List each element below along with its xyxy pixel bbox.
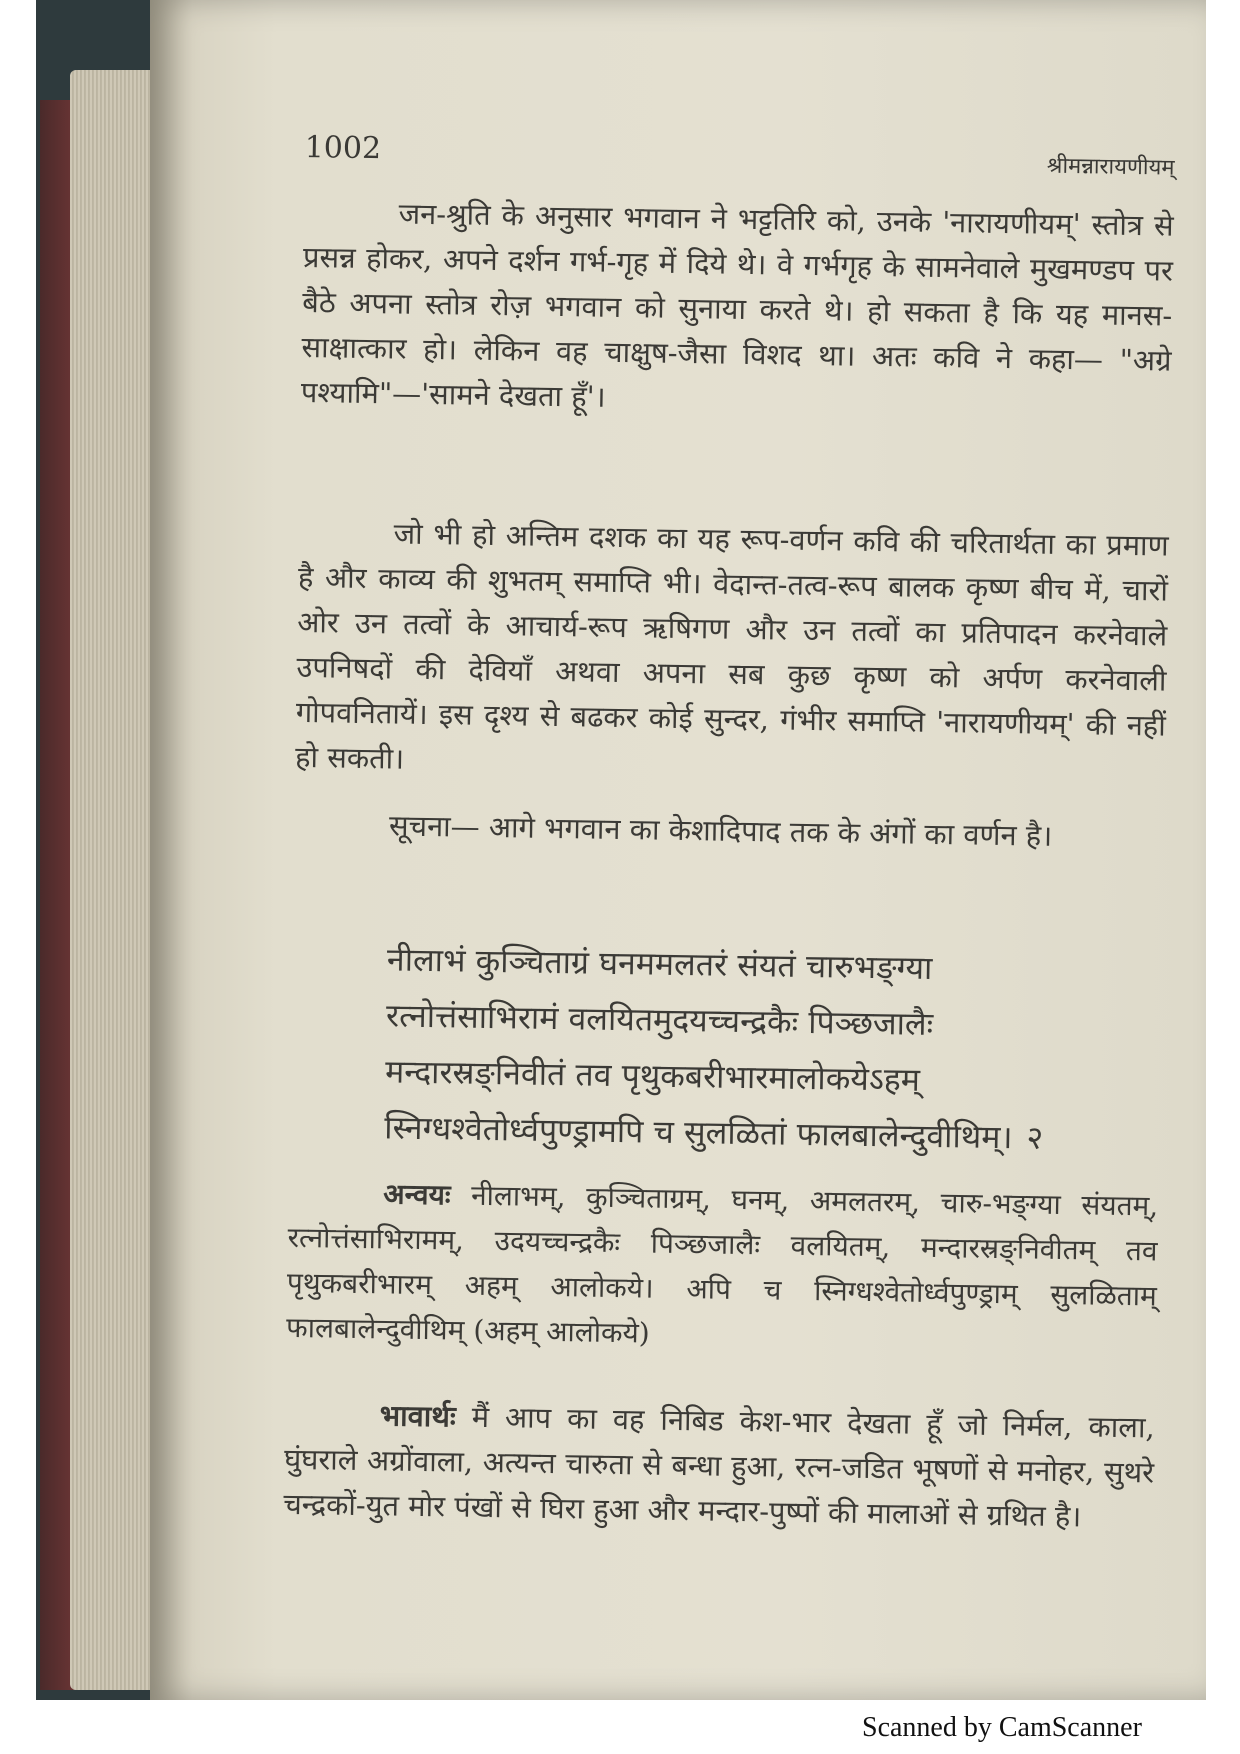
verse-line-2: रत्नोत्तंसाभिरामं वलयितमुदयच्चन्द्रकैः पिञ्छजालैः xyxy=(385,996,934,1043)
running-head: श्रीमन्नारायणीयम् xyxy=(1046,153,1175,181)
verse-line-1: नीलाभं कुञ्चिताग्रं घनममलतरं संयतं चारुभङ्ग्या xyxy=(386,940,933,987)
bhavartha-section xyxy=(283,1392,1155,1541)
verse-line-3: मन्दारस्रङ्निवीतं तव पृथुकबरीभारमालोकयेऽहम् xyxy=(384,1052,921,1099)
bhavartha-label: भावार्थः xyxy=(379,1398,457,1434)
anvaya-label: अन्वयः xyxy=(383,1177,451,1212)
verse-number: २ xyxy=(1026,1118,1044,1157)
paragraph-note: सूचना— आगे भगवान का केशादिपाद तक के अंगों का वर्णन है। xyxy=(388,808,1053,853)
bhavartha-text: मैं आप का वह निबिड केश-भार देखता हूँ जो निर्मल, काला, घुंघराले अग्रोंवाला, अत्यन्त चारुता से बन्धा हुआ, रत्न-जडित भूषणों से मनोहर, सुथरे चन्द्रकों-युत मोर पंखों से घिरा हुआ और मन्दार-पुष्पों की मालाओं से ग्रथित है। xyxy=(283,1399,1155,1534)
anvaya-section xyxy=(286,1170,1159,1364)
paragraph-1: जन-श्रुति के अनुसार भगवान ने भट्टतिरि को, उनके 'नारायणीयम्' स्तोत्र से प्रसन्न होकर, अपने दर्शन गर्भ-गृह में दिये थे। वे गर्भगृह के सामनेवाले मुखमण्डप पर बैठे अपना स्तोत्र रोज़ भगवान को सुनाया करते थे। हो सकता है कि यह मानस-साक्षात्कार हो। लेकिन वह चाक्षुष-जैसा विशद था। अतः कवि ने कहा— "अग्रे पश्यामि"—'सामने देखता हूँ'। xyxy=(300,196,1174,414)
verse-line-4-text: स्निग्धश्वेतोर्ध्वपुण्ड्रामपि च सुलळितां फालबालेन्दुवीथिम्। xyxy=(384,1108,1013,1157)
page-number: 1002 xyxy=(304,130,382,167)
sanskrit-verse xyxy=(384,931,1167,1167)
anvaya-text: नीलाभम्, कुञ्चिताग्रम्, घनम्, अमलतरम्, चारु-भङ्ग्या संयतम्, रत्नोत्तंसाभिरामम्, उदयच्चन्द्रकैः पिञ्छजालैः वलयितम्, मन्दारस्रङ्निवीतम् तव पृथुकबरीभारम् अहम् आलोकये। अपि च स्निग्धश्वेतोर्ध्वपुण्ड्राम् सुलळिताम् फालबालेन्दुवीथिम् (अहम् आलोकये) xyxy=(285,1178,1159,1350)
paragraph-2: जो भी हो अन्तिम दशक का यह रूप-वर्णन कवि की चरितार्थता का प्रमाण है और काव्य की शुभतम् समाप्ति भी। वेदान्त-तत्व-रूप बालक कृष्ण बीच में, चारों ओर उन तत्वों के आचार्य-रूप ऋषिगण और उन तत्वों का प्रतिपादन करनेवाले उपनिषदों की देवियाँ अथवा अपना सब कुछ कृष्ण को अर्पण करनेवाली गोपवनितायें। इस दृश्य से बढकर कोई सुन्दर, गंभीर समाप्ति 'नारायणीयम्' की नहीं हो सकती। xyxy=(294,516,1169,776)
scanner-credit: Scanned by CamScanner xyxy=(862,1712,1142,1743)
